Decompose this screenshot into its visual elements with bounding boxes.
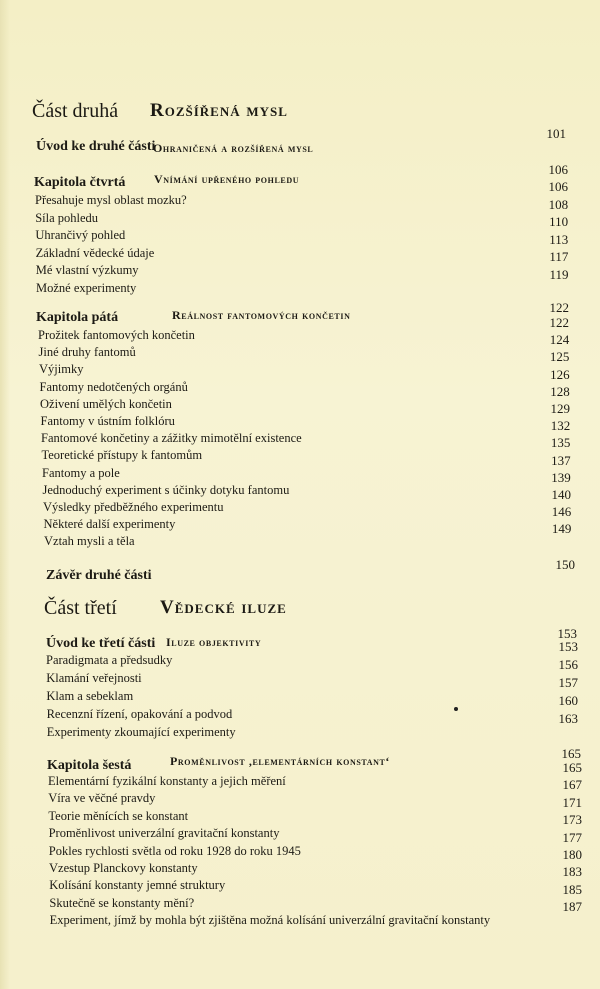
toc-entry-page: 140 [551,487,571,502]
toc-entry-page: 108 [548,196,569,212]
chapter-six-label: Kapitola šestá [47,758,132,773]
toc-entry-title: Základní vědecké údaje [35,245,155,260]
toc-entry-title: Skutečně se konstanty mění? [49,895,195,910]
toc-entry-title: Teorie měnících se konstant [48,808,189,823]
part-three-intro-page: 153 [557,626,577,641]
toc-entry-page: 135 [550,435,571,451]
toc-entry-title: Fantomy nedotčených orgánů [39,379,188,394]
part-three-intro-label: Úvod ke třetí části [46,636,156,651]
toc-entry-page: 106 [548,179,568,194]
part-two-conclusion-label: Závěr druhé části [46,568,152,583]
toc-entry-page: 157 [558,675,578,690]
toc-entry-page: 129 [550,401,570,416]
toc-entry-page: 125 [549,349,570,365]
toc-entry-title: Proměnlivost univerzální gravitační konstanty [48,826,280,841]
part-two-intro-page: 101 [546,126,566,141]
part-two-conclusion-page: 150 [555,557,575,572]
toc-entry-title: Některé další experimenty [43,517,176,532]
part-two-intro-label: Úvod ke druhé části [36,139,156,154]
toc-entry-page: 156 [558,657,578,672]
toc-entry-page: 149 [551,521,572,537]
toc-entry-page: 137 [551,452,571,468]
toc-entry-title: Možné experimenty [36,281,137,295]
toc-entry-title: Jiné druhy fantomů [38,345,136,360]
toc-entry-page: 185 [562,881,582,897]
part-three-label: Část třetí [44,597,117,619]
toc-entry-title: Přesahuje mysl oblast mozku? [35,193,187,207]
chapter-six-page: 165 [561,746,581,761]
toc-entry-title: Oživení umělých končetin [40,396,172,411]
toc-entry-page: 124 [549,332,570,348]
toc-entry-title: Recenzní řízení, opakování a podvod [46,707,233,721]
toc-entry-page: 171 [562,794,582,810]
toc-entry-page: 173 [562,812,582,828]
part-two-label: Část druhá [32,100,119,122]
part-two-title: Rozšířená mysl [150,100,288,121]
toc-entry-title: Výjimky [39,362,84,377]
toc-entry-page: 163 [558,711,578,726]
toc-entry-page: 113 [549,231,569,247]
toc-entry-page: 110 [549,214,569,230]
part-three-title: Vědecké iluze [160,597,287,618]
toc-entry-title: Experimenty zkoumající experimenty [46,725,236,739]
toc-entry-title: Kolísání konstanty jemné struktury [49,878,226,893]
toc-entry-title: Výsledky předběžného experimentu [43,500,224,514]
toc-entry-page: 146 [551,504,572,520]
chapter-four-label: Kapitola čtvrtá [34,175,126,190]
toc-entry-title: Fantomy a pole [42,465,120,480]
toc-entry-page: 177 [562,829,582,845]
toc-entry-page: 180 [562,847,582,862]
chapter-five-label: Kapitola pátá [36,310,119,325]
chapter-five-title: Reálnost fantomových končetin [172,308,351,322]
toc-entry-title: Fantomy v ústním folklóru [40,414,175,428]
part-two-intro-title: Ohraničená a rozšířená mysl [153,141,314,155]
chapter-four-page: 106 [548,162,568,177]
toc-entry-title: Elementární fyzikální konstanty a jejich měření [48,774,286,788]
toc-entry-title: Víra ve věčné pravdy [48,791,156,806]
toc-entry-page: 132 [550,418,571,434]
toc-entry-page: 160 [558,693,578,708]
toc-entry-page: 153 [558,639,578,654]
toc-entry-title: Fantomové končetiny a zážitky mimotělní existence [41,431,302,446]
toc-entry-title: Teoretické přístupy k fantomům [41,448,203,463]
toc-entry-page: 122 [549,315,569,330]
toc-entry-title: Vztah mysli a těla [44,534,135,549]
toc-entry-title: Experiment, jímž by mohla být zjištěna možná kolísání univerzální gravitační konstanty [49,913,491,928]
toc-entry-page: 126 [550,366,570,382]
toc-entry-title: Klamání veřejnosti [46,671,142,685]
toc-entry-title: Vzestup Planckovy konstanty [49,861,198,875]
toc-entry-page: 139 [551,469,571,485]
chapter-four-title: Vnímání upřeného pohledu [154,172,300,186]
print-speck [454,707,458,711]
toc-entry-title: Pokles rychlosti světla od roku 1928 do roku 1945 [48,843,301,858]
toc-entry-title: Paradigmata a předsudky [46,653,173,667]
toc-entry-page: 167 [562,777,582,793]
toc-entry-page: 119 [549,267,569,282]
toc-entry-page: 128 [550,383,570,399]
toc-entry-page: 183 [562,864,582,880]
part-three-intro-title: Iluze objektivity [166,635,262,649]
toc-entry-page: 187 [562,899,582,915]
toc-entry-title: Prožitek fantomových končetin [38,328,195,342]
toc-entry-title: Jednoduchý experiment s účinky dotyku fantomu [42,482,290,497]
chapter-five-page: 122 [549,300,569,315]
toc-entry-title: Uhrančivý pohled [35,228,126,243]
page-edge-shadow [0,0,10,989]
toc-entry-title: Mé vlastní výzkumy [35,263,139,278]
chapter-six-title: Proměnlivost ,elementárních konstant‘ [170,754,391,768]
toc-entry-page: 117 [549,249,569,265]
toc-entry-title: Klam a sebeklam [46,689,134,703]
toc-entry-page: 165 [562,760,582,775]
toc-entry-title: Síla pohledu [35,210,99,225]
